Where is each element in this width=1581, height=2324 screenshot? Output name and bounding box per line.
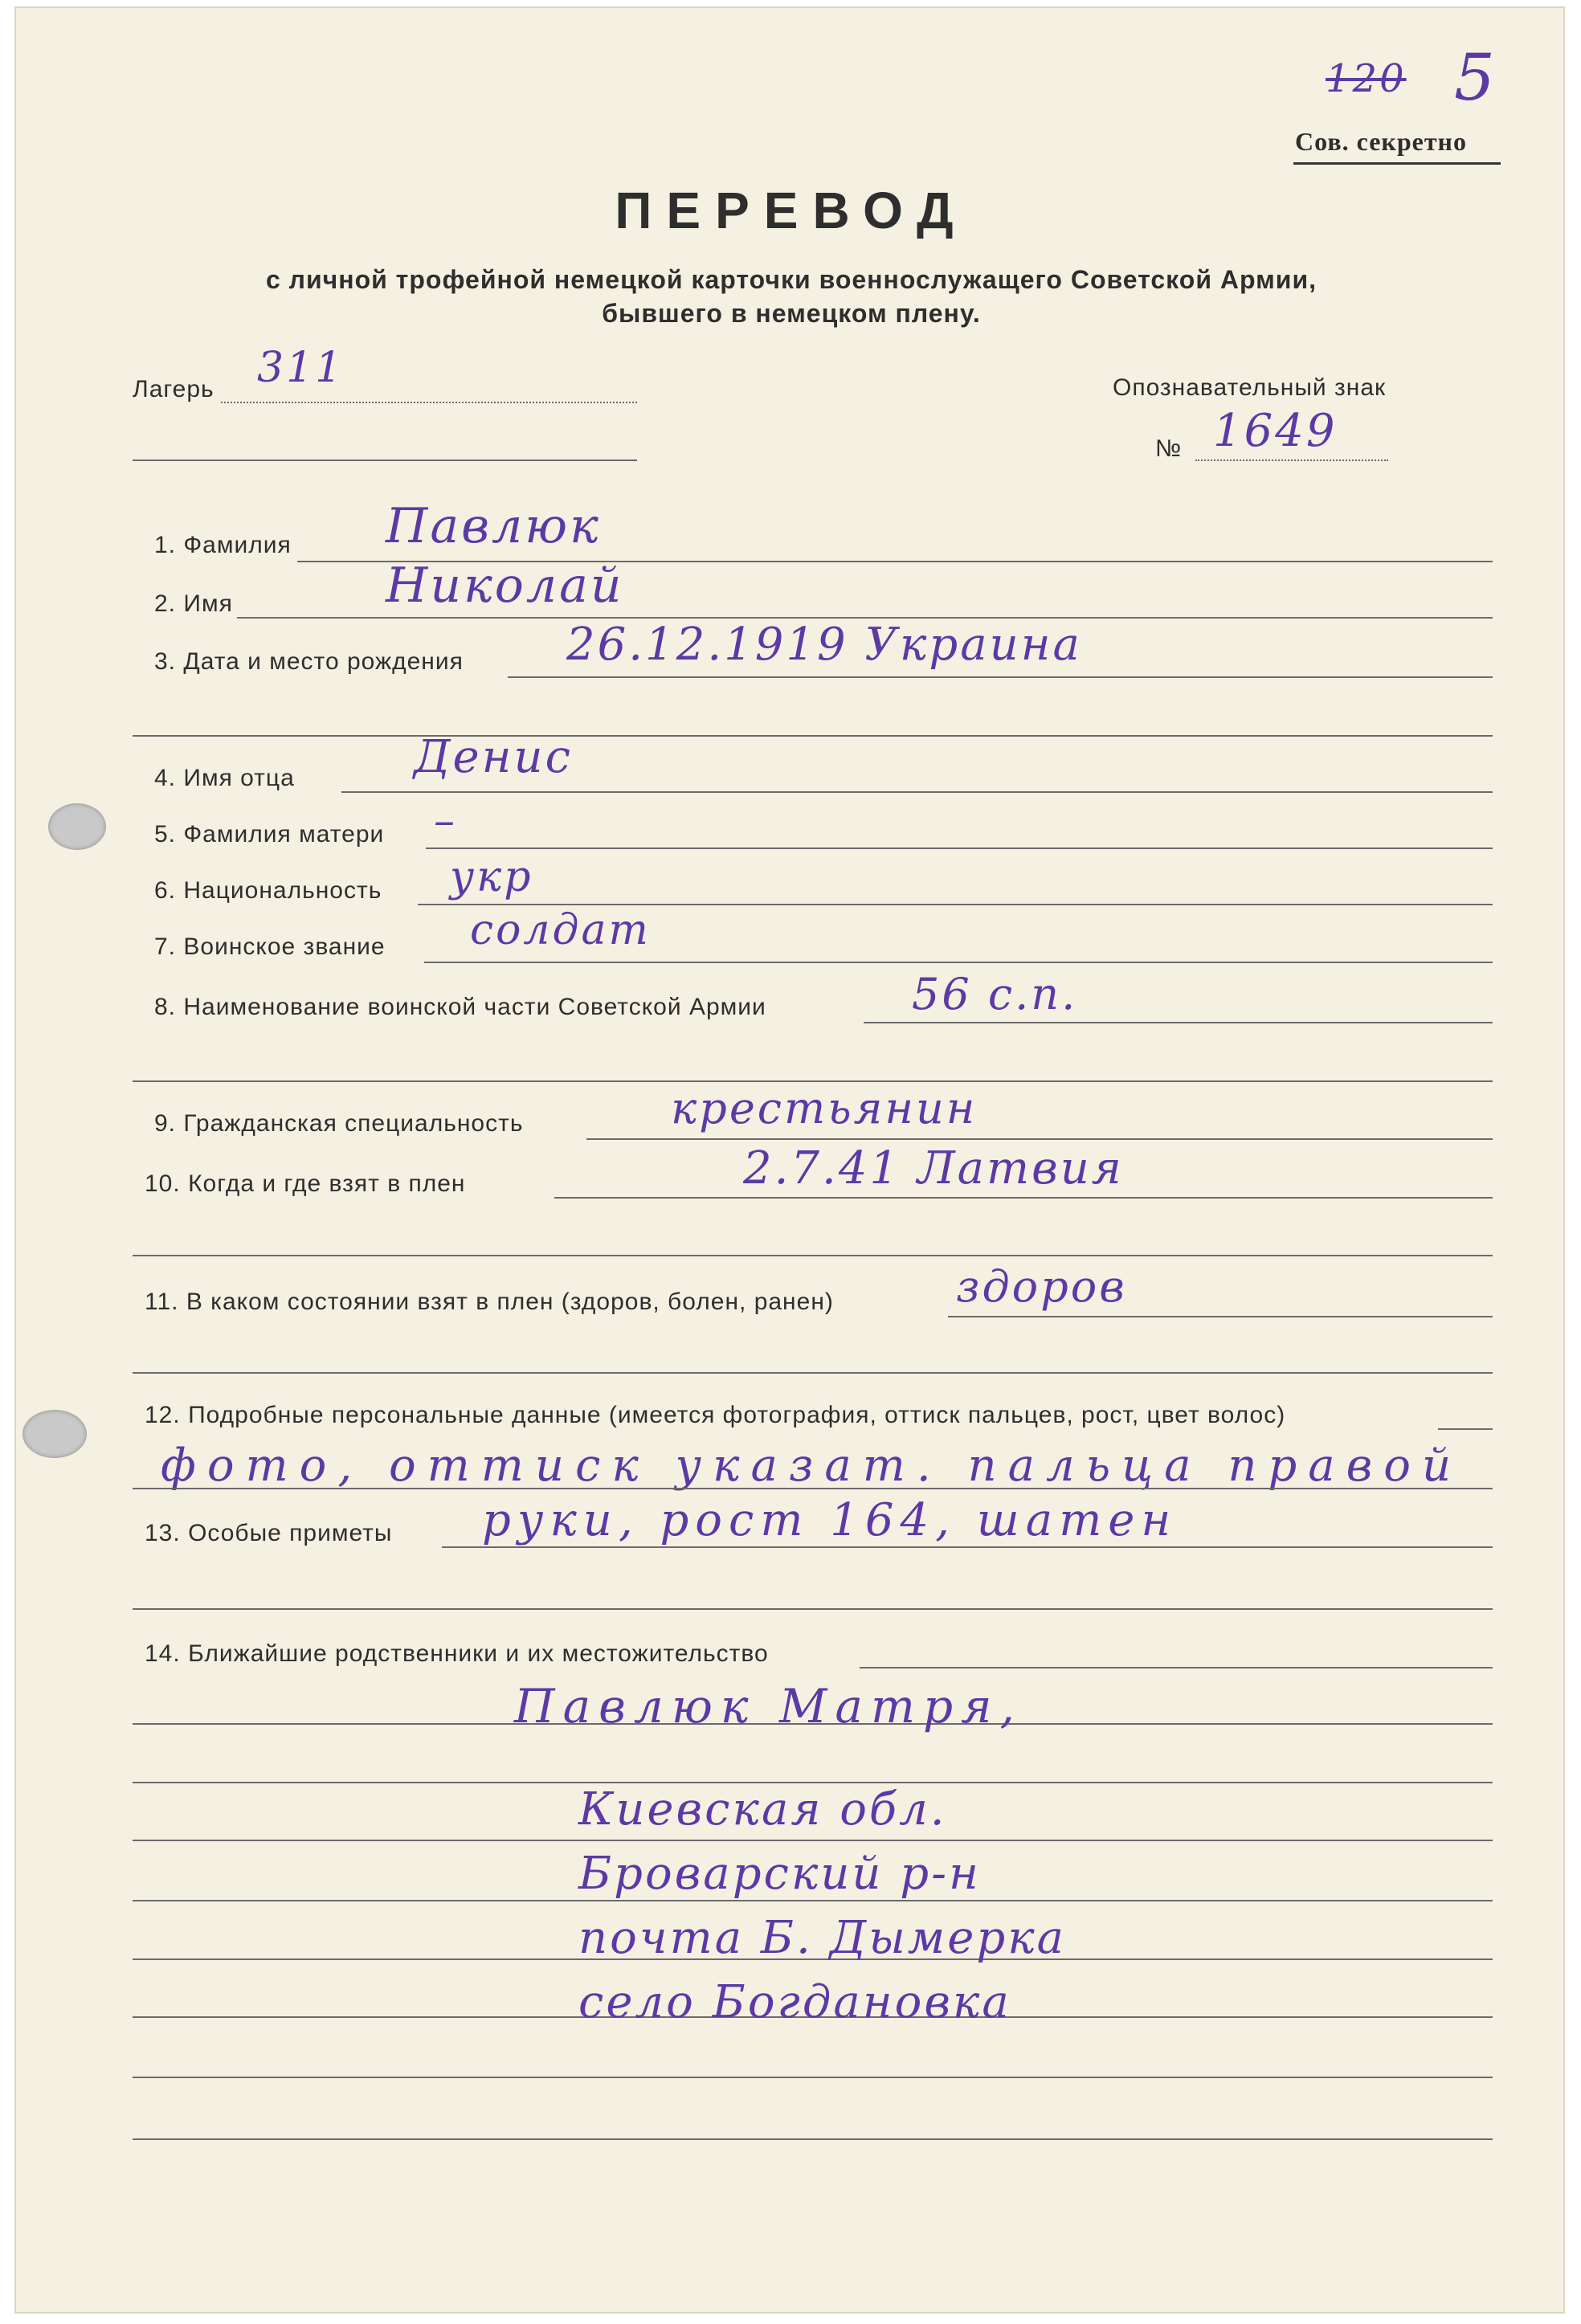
field-2-value: Николай [386, 558, 624, 614]
field-8-value: 56 с.п. [912, 969, 1078, 1019]
relatives-line-3 [133, 1840, 1493, 1841]
field-8-line [864, 1022, 1493, 1023]
field-7-label: 7. Воинское звание [154, 933, 386, 960]
field-7-value: солдат [470, 906, 651, 954]
relatives-line-text-1: Павлюк Матря, [514, 1679, 1023, 1734]
field-3-line-2 [133, 735, 1493, 737]
field-5-value: – [434, 797, 457, 845]
field-11-line-2 [133, 1372, 1493, 1374]
camp-label: Лагерь [133, 376, 214, 402]
field-9-label: 9. Гражданская специальность [154, 1110, 524, 1137]
field-4-label: 4. Имя отца [154, 765, 295, 791]
camp-line-2 [133, 459, 637, 461]
field-11-value: здоров [956, 1261, 1127, 1312]
field-13-value: руки, рост 164, шатен [482, 1494, 1178, 1546]
id-tag-line [1195, 459, 1388, 461]
relatives-line-text-3: Броварский р-н [578, 1848, 981, 1900]
field-10-line-2 [133, 1255, 1493, 1256]
relatives-line-text-2: Киевская обл. [578, 1783, 947, 1836]
field-10-value: 2.7.41 Латвия [743, 1142, 1124, 1195]
relatives-line-text-5: село Богдановка [578, 1976, 1011, 2028]
field-11-label: 11. В каком состоянии взят в плен (здоров, болен, ранен) [145, 1289, 834, 1315]
camp-line [221, 402, 637, 403]
field-3-line [508, 676, 1493, 678]
classification-label: Сов. секретно [1295, 127, 1467, 156]
field-9-value: крестьянин [671, 1083, 978, 1133]
field-9-line [586, 1138, 1493, 1140]
field-12-line-2 [133, 1488, 1493, 1489]
relatives-line-text-4: почта Б. Дымерка [578, 1912, 1067, 1964]
field-5-label: 5. Фамилия матери [154, 821, 385, 848]
field-6-line [418, 904, 1493, 905]
document-sheet [14, 6, 1565, 2314]
relatives-line-7 [133, 2077, 1493, 2078]
relatives-line-4 [133, 1900, 1493, 1901]
camp-value: 311 [257, 344, 345, 392]
field-10-line [554, 1197, 1493, 1199]
field-13-label: 13. Особые приметы [145, 1520, 393, 1546]
field-14-line [860, 1667, 1493, 1668]
archive-number: 5 [1454, 40, 1497, 115]
document-title: ПЕРЕВОД [615, 182, 968, 239]
field-5-line [426, 848, 1493, 849]
punch-hole-top [48, 803, 106, 850]
field-14-label: 14. Ближайшие родственники и их местожительство [145, 1640, 769, 1667]
field-2-label: 2. Имя [154, 590, 233, 617]
punch-hole-bottom [22, 1410, 87, 1458]
field-12-line [1438, 1428, 1493, 1430]
classification-underline [1293, 162, 1501, 165]
field-3-value: 26.12.1919 Украина [566, 619, 1082, 671]
subtitle-line-2: бывшего в немецком плену. [602, 299, 981, 328]
id-tag-no-label: № [1155, 435, 1183, 462]
field-13-line [442, 1546, 1493, 1548]
field-13-line-2 [133, 1608, 1493, 1610]
field-1-value: Павлюк [386, 498, 601, 554]
field-6-label: 6. Национальность [154, 877, 382, 904]
field-3-label: 3. Дата и место рождения [154, 648, 464, 675]
field-6-value: укр [450, 853, 533, 901]
field-8-label: 8. Наименование воинской части Советской Армии [154, 994, 766, 1020]
field-10-label: 10. Когда и где взят в плен [145, 1170, 466, 1197]
id-tag-value: 1649 [1213, 405, 1338, 457]
subtitle-line-1: с личной трофейной немецкой карточки военнослужащего Советской Армии, [265, 265, 1318, 294]
field-7-line [424, 962, 1493, 963]
relatives-line-8 [133, 2138, 1493, 2140]
field-12-value: фото, оттиск указат. пальца правой [161, 1440, 1463, 1492]
field-4-line [341, 791, 1493, 793]
field-8-line-2 [133, 1080, 1493, 1082]
field-4-value: Денис [414, 731, 573, 783]
field-1-label: 1. Фамилия [154, 532, 292, 558]
archive-number-struck: 120 [1326, 56, 1407, 101]
field-11-line [948, 1316, 1493, 1317]
field-12-label: 12. Подробные персональные данные (имеется фотография, оттиск пальцев, рост, цвет волос) [145, 1402, 1286, 1428]
id-tag-label: Опознавательный знак [1113, 374, 1387, 401]
